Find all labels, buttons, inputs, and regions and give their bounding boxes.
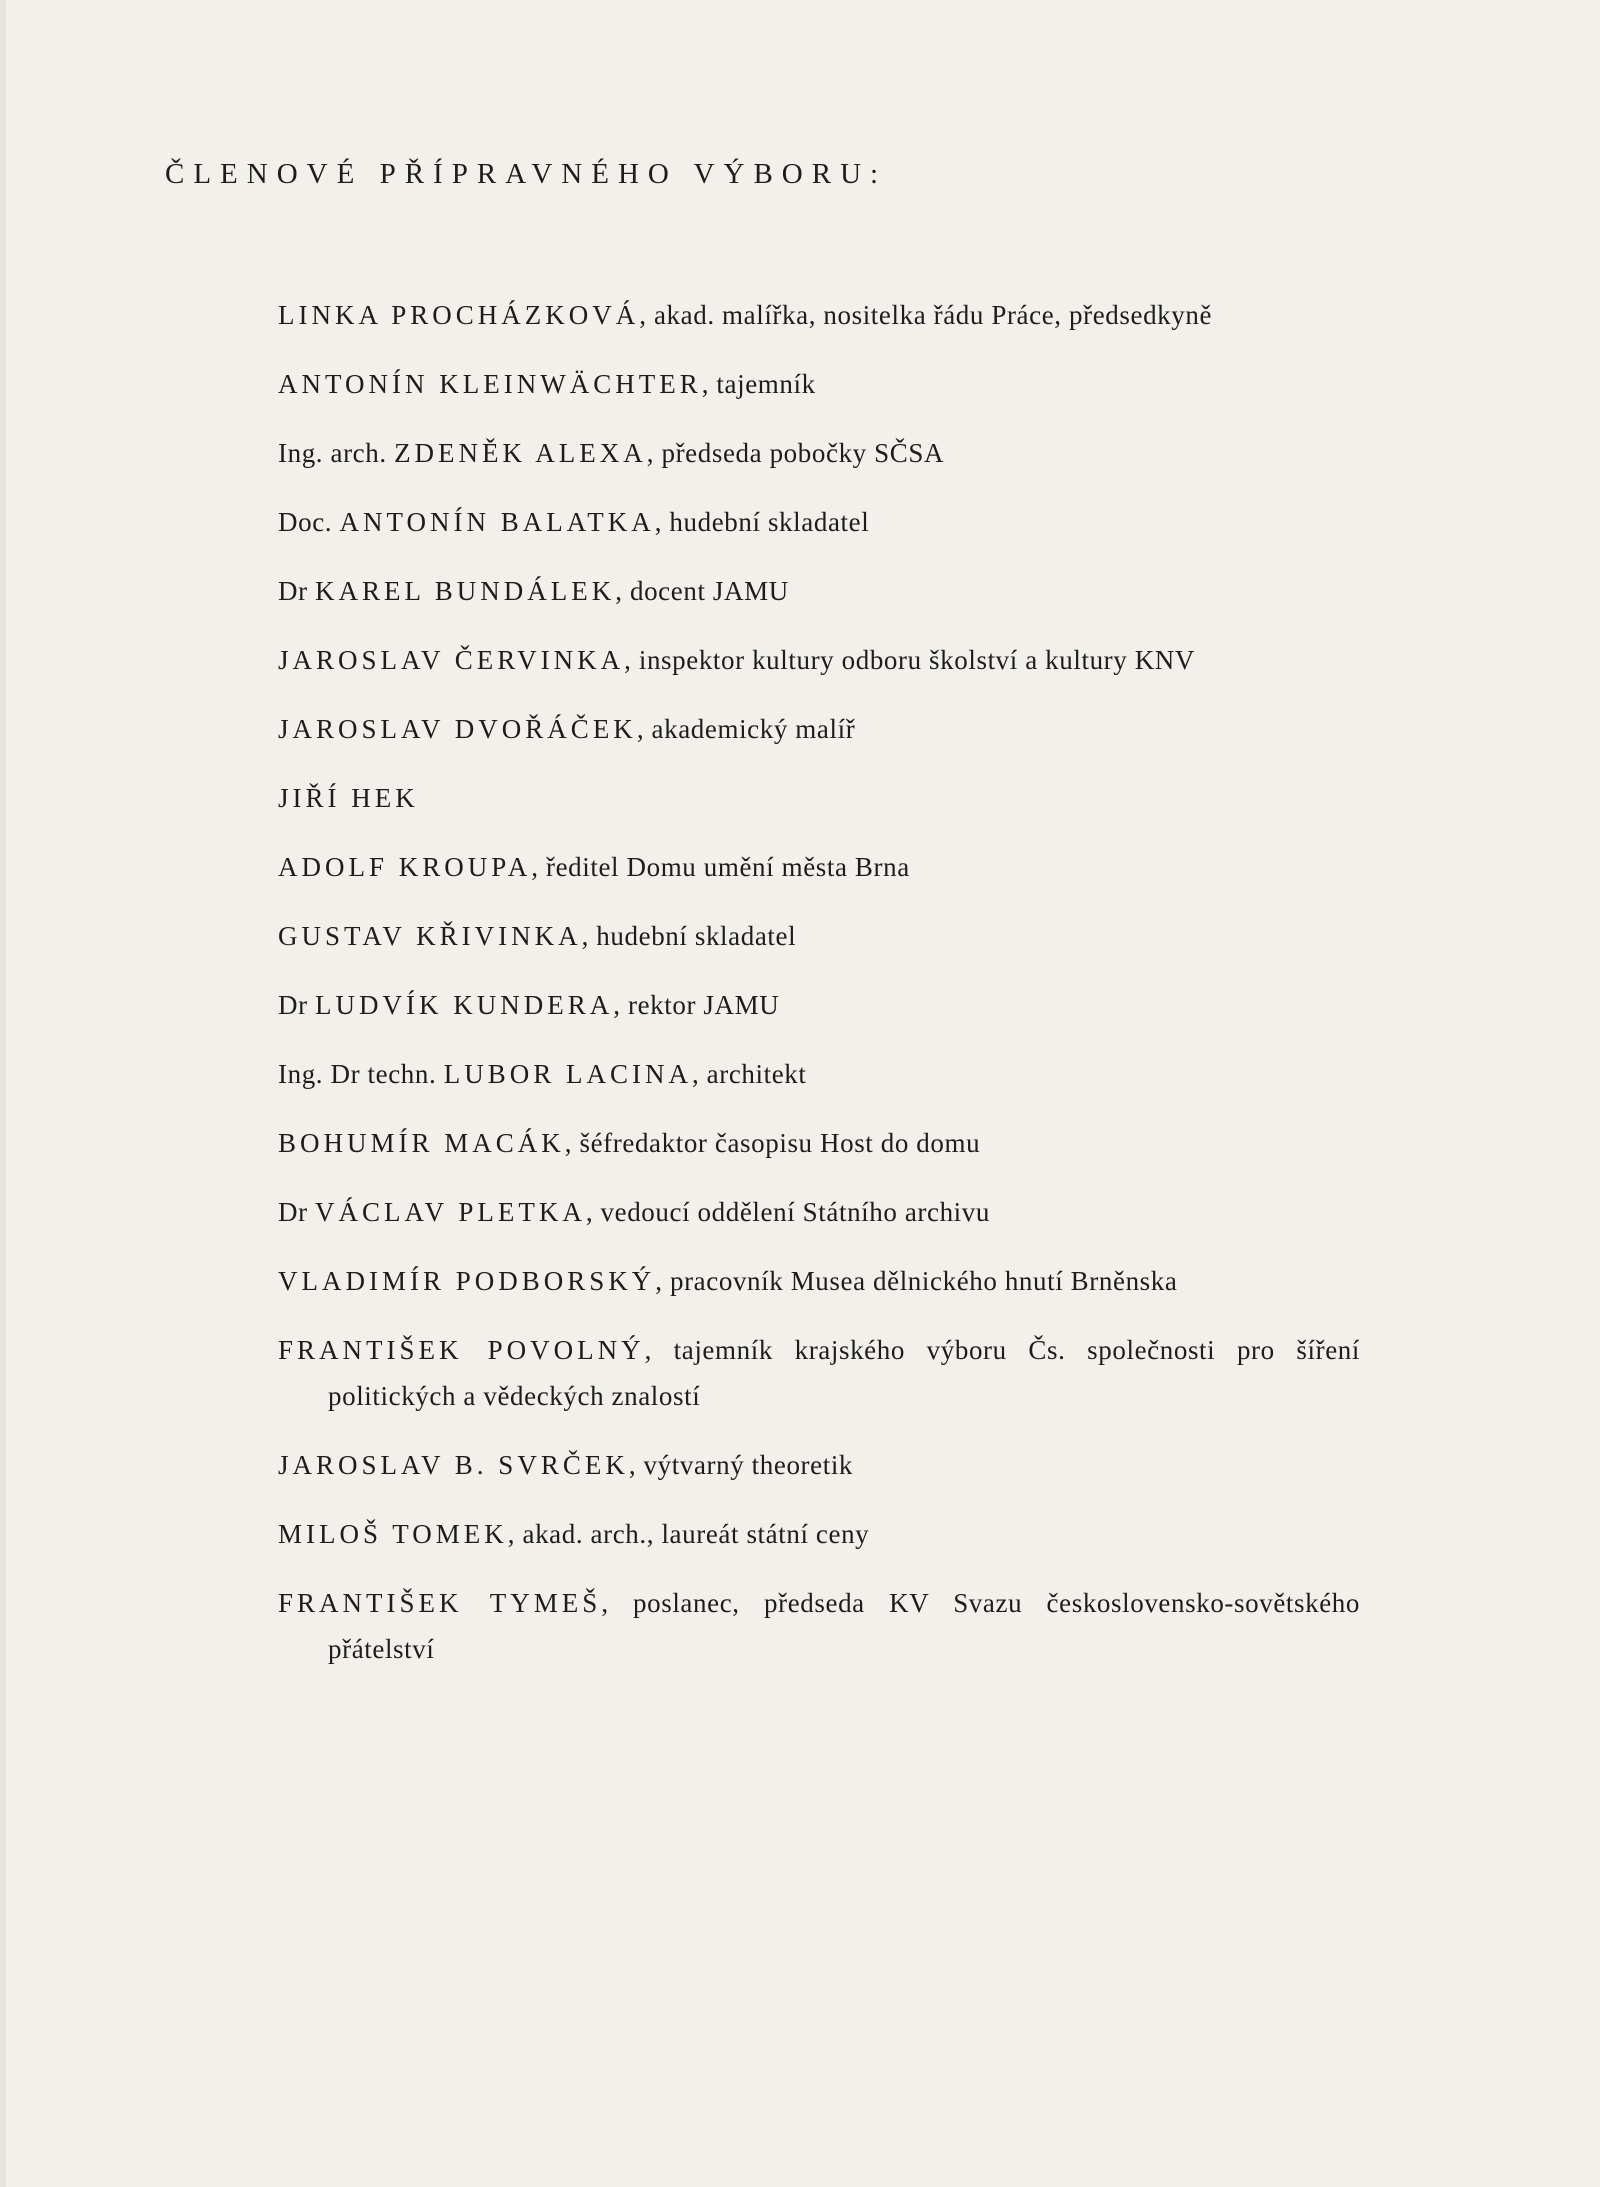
member-role: , docent JAMU <box>615 576 789 606</box>
member-entry <box>278 499 1360 545</box>
member-entry <box>278 1189 1360 1235</box>
member-role: , inspektor kultury odboru školství a kultury KNV <box>624 645 1196 675</box>
member-entry <box>278 1327 1360 1419</box>
member-entry <box>278 292 1360 338</box>
member-name: ZDENĚK ALEXA <box>394 438 647 468</box>
member-role: , akad. arch., laureát státní ceny <box>507 1519 870 1549</box>
member-role: , ředitel Domu umění města Brna <box>531 852 910 882</box>
member-entry <box>278 913 1360 959</box>
member-name: KAREL BUNDÁLEK <box>315 576 616 606</box>
member-entry <box>278 361 1360 407</box>
member-entry <box>278 1442 1360 1488</box>
member-entry <box>278 1511 1360 1557</box>
page-edge <box>0 0 6 2187</box>
member-name: FRANTIŠEK POVOLNÝ <box>278 1335 645 1365</box>
member-role: , vedoucí oddělení Státního archivu <box>585 1197 990 1227</box>
member-entry <box>278 844 1360 890</box>
member-title: Doc. <box>278 507 340 537</box>
member-name: GUSTAV KŘIVINKA <box>278 921 582 951</box>
member-title: Dr <box>278 576 316 606</box>
page-title: ČLENOVÉ PŘÍPRAVNÉHO VÝBORU: <box>165 158 888 190</box>
member-role: , akad. malířka, nositelka řádu Práce, předsedkyně <box>639 300 1213 330</box>
member-role: , předseda pobočky SČSA <box>646 438 945 468</box>
member-entry <box>278 706 1360 752</box>
member-name: JAROSLAV DVOŘÁČEK <box>278 714 637 744</box>
member-name: ANTONÍN BALATKA <box>339 507 655 537</box>
member-title: Ing. arch. <box>278 438 395 468</box>
member-entry <box>278 637 1360 683</box>
member-role: , výtvarný theoretik <box>628 1450 854 1480</box>
member-role: , tajemník <box>701 369 816 399</box>
member-name: BOHUMÍR MACÁK <box>278 1128 565 1158</box>
member-role: , rektor JAMU <box>613 990 780 1020</box>
member-name: MILOŠ TOMEK <box>278 1519 508 1549</box>
member-name: JAROSLAV ČERVINKA <box>278 645 625 675</box>
member-role: , tajemník krajského výboru Čs. společnosti pro šíření politických a vědeckých znalostí <box>328 1335 1361 1411</box>
member-role: , pracovník Musea dělnického hnutí Brněnska <box>655 1266 1178 1296</box>
member-entry <box>278 775 1360 821</box>
member-role: , poslanec, předseda KV Svazu československo-sovětského přátelství <box>328 1588 1360 1664</box>
member-title: Dr <box>278 1197 316 1227</box>
member-name: LUBOR LACINA <box>443 1059 692 1089</box>
member-role: , hudební skladatel <box>581 921 797 951</box>
member-title: Dr <box>278 990 316 1020</box>
member-name: JIŘÍ HEK <box>278 783 419 813</box>
member-title: Ing. Dr techn. <box>278 1059 444 1089</box>
member-name: ANTONÍN KLEINWÄCHTER <box>278 369 702 399</box>
member-name: VÁCLAV PLETKA <box>315 1197 586 1227</box>
member-role: , hudební skladatel <box>654 507 870 537</box>
member-name: JAROSLAV B. SVRČEK <box>278 1450 629 1480</box>
member-entry <box>278 1120 1360 1166</box>
member-role: , architekt <box>691 1059 807 1089</box>
member-name: LUDVÍK KUNDERA <box>315 990 614 1020</box>
member-role: , šéfredaktor časopisu Host do domu <box>564 1128 981 1158</box>
member-entry <box>278 568 1360 614</box>
member-entry <box>278 982 1360 1028</box>
member-name: FRANTIŠEK TYMEŠ <box>278 1588 602 1618</box>
member-entry <box>278 1580 1360 1672</box>
member-name: ADOLF KROUPA <box>278 852 532 882</box>
member-entry <box>278 1051 1360 1097</box>
member-entry <box>278 1258 1360 1304</box>
member-name: VLADIMÍR PODBORSKÝ <box>278 1266 656 1296</box>
member-name: LINKA PROCHÁZKOVÁ <box>278 300 640 330</box>
member-entry <box>278 430 1360 476</box>
member-list <box>278 292 1360 1695</box>
member-role: , akademický malíř <box>636 714 856 744</box>
